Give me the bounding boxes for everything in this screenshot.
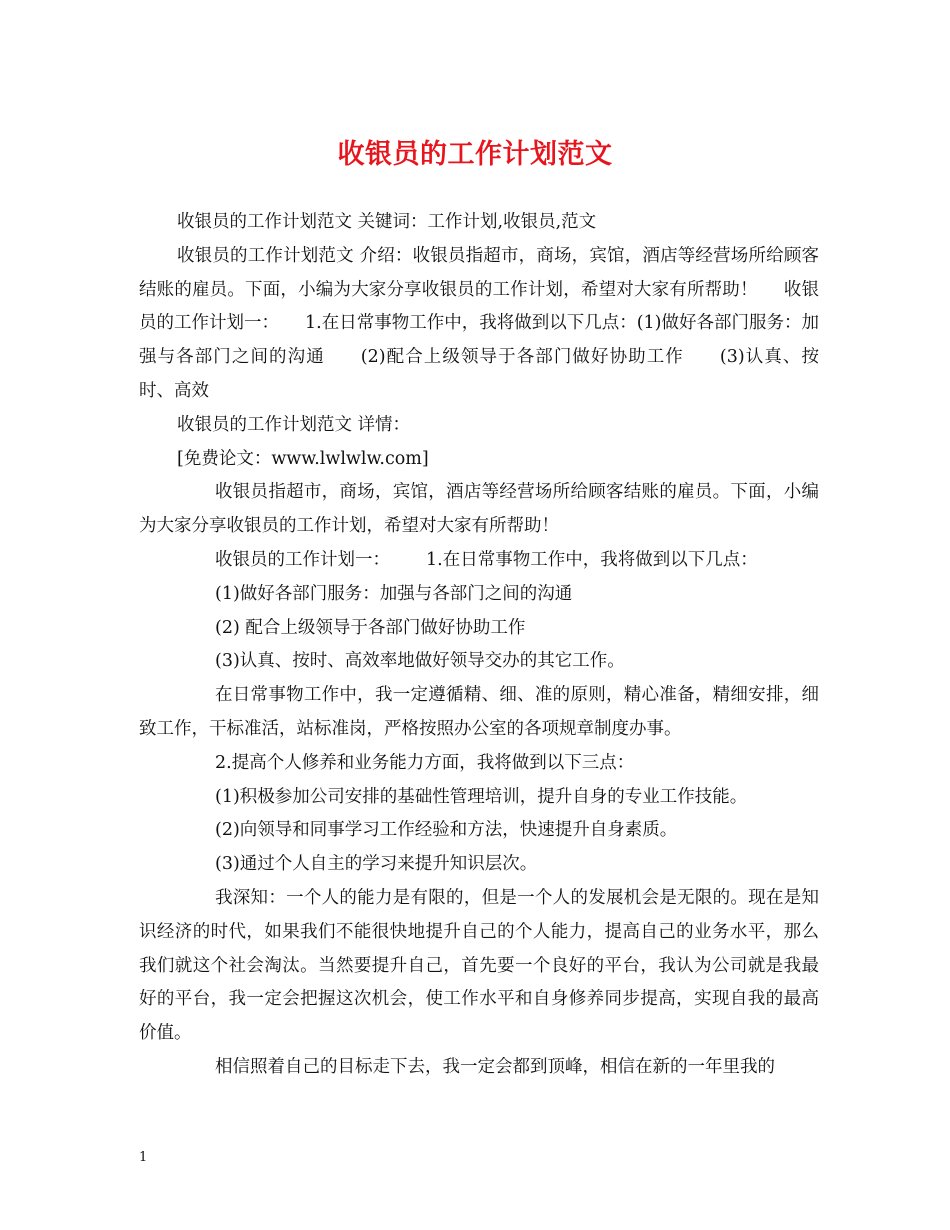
intro-text: 收银员的工作计划范文 介绍：收银员指超市，商场，宾馆，酒店等经营场所给顾客结账的雇员。下面，小编为大家分享收银员的工作计划，希望对大家有所帮助！ xyxy=(139,245,819,300)
page-number: 1 xyxy=(139,1150,148,1165)
section-heading-two: 2.提高个人修养和业务能力方面，我将做到以下三点： xyxy=(215,752,635,773)
paragraph-principles: 在日常事物工作中，我一定遵循精、细、准的原则，精心准备，精细安排，细致工作，干标准活，站标准岗，严格按照办公室的各项规章制度办事。 xyxy=(139,685,819,739)
document-title: 收银员的工作计划范文 xyxy=(337,139,613,170)
list-item: (3)通过个人自主的学习来提升知识层次。 xyxy=(215,854,538,875)
source-line: [免费论文：www.lwlwlw.com] xyxy=(177,448,429,469)
intro-point-three: (3)认真、按时、高效 xyxy=(139,347,819,401)
intro-point-two: (2)配合上级领导于各部门做好协助工作 xyxy=(360,347,684,368)
list-item: (1)积极参加公司安排的基础性管理培训，提升自身的专业工作技能。 xyxy=(215,786,748,807)
details-line: 收银员的工作计划范文 详情： xyxy=(177,414,411,435)
paragraph-reflection: 我深知：一个人的能力是有限的，但是一个人的发展机会是无限的。现在是知识经济的时代，如果我们不能很快地提升自己的个人能力，提高自己的业务水平，那么我们就这个社会淘汰。当然要提升自己，首先要一个良好的平台，我认为公司就是我最好的平台，我一定会把握这次机会，使工作水平和自身修养同步提高，实现自我的最高价值。 xyxy=(139,887,819,1044)
plan-one-title: 收银员的工作计划一： xyxy=(215,549,390,570)
list-item: (2)向领导和同事学习工作经验和方法，快速提升自身素质。 xyxy=(215,820,678,841)
list-item: (1)做好各部门服务：加强与各部门之间的沟通 xyxy=(215,583,573,604)
paragraph-closing: 相信照着自己的目标走下去，我一定会都到顶峰，相信在新的一年里我的 xyxy=(215,1056,775,1077)
plan-one-point: 1.在日常事物工作中，我将做到以下几点： xyxy=(426,549,758,570)
list-item: (2) 配合上级领导于各部门做好协助工作 xyxy=(215,617,526,638)
list-item: (3)认真、按时、高效率地做好领导交办的其它工作。 xyxy=(215,651,625,672)
paragraph-plan-one xyxy=(139,544,819,578)
plan-one-heading: 收银员的工作计划一： xyxy=(139,279,820,334)
intro-paragraph xyxy=(139,240,819,409)
paragraph-definition: 收银员指超市，商场，宾馆，酒店等经营场所给顾客结账的雇员。下面，小编为大家分享收银员的工作计划，希望对大家有所帮助！ xyxy=(139,482,819,537)
intro-point-one: 1.在日常事物工作中，我将做到以下几点：(1)做好各部门服务：加强与各部门之间的沟通 xyxy=(139,313,820,368)
keywords-line: 收银员的工作计划范文 关键词：工作计划,收银员,范文 xyxy=(177,212,597,232)
document-body xyxy=(139,206,819,1085)
